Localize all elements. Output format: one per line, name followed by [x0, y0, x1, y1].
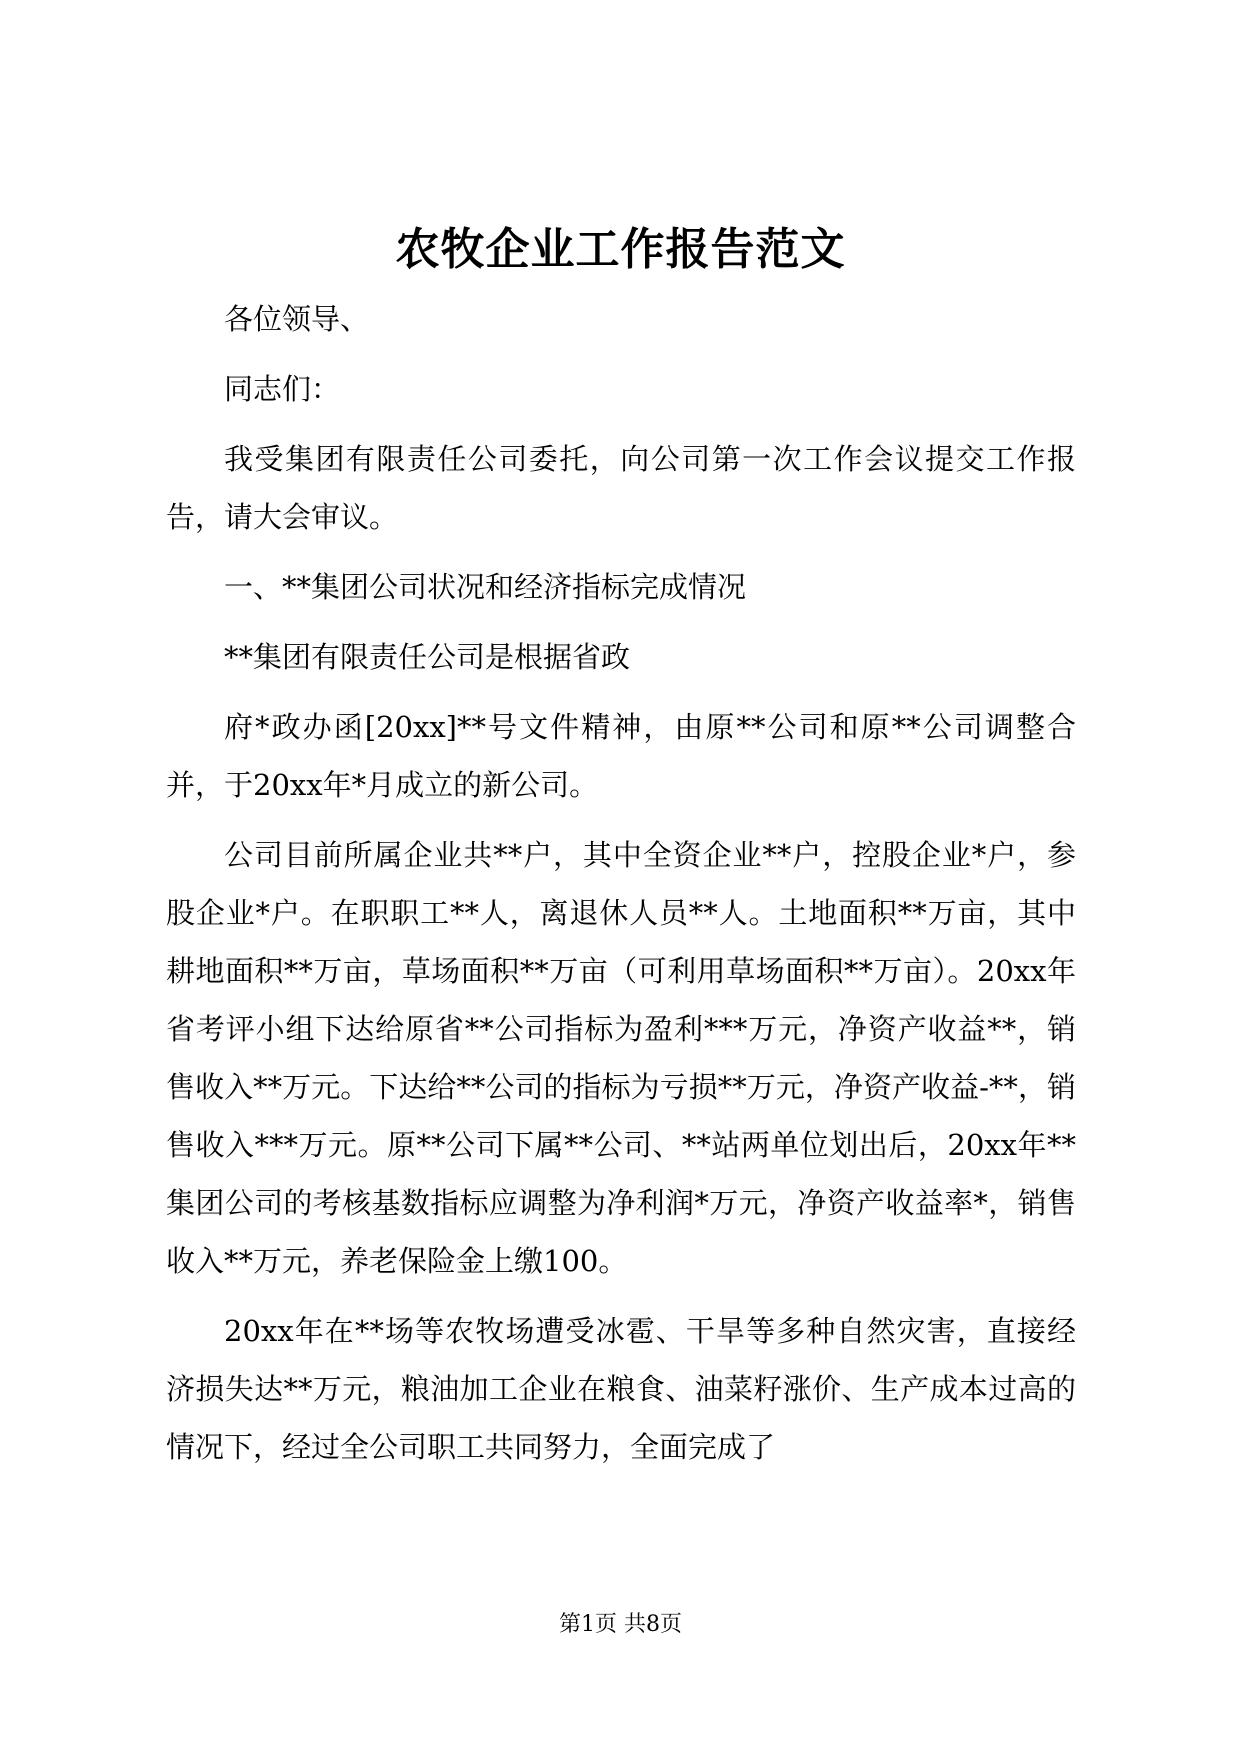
- paragraph-company-stats: 公司目前所属企业共**户，其中全资企业**户，控股企业*户，参股企业*户。在职职工**人，离退休人员**人。土地面积**万亩，其中耕地面积**万亩，草场面积**万亩（可利用草场面积**万亩）。20xx年省考评小组下达给原省**公司指标为盈利***万元，净资产收益**，销售收入**万元。下达给**公司的指标为亏损**万元，净资产收益-**，销售收入***万元。原**公司下属**公司、**站两单位划出后，20xx年**集团公司的考核基数指标应调整为净利润*万元，净资产收益率*，销售收入**万元，养老保险金上缴100。: [166, 838, 1076, 1278]
- paragraph-intro: 我受集团有限责任公司委托，向公司第一次工作会议提交工作报告，请大会审议。: [166, 442, 1076, 534]
- paragraph-disaster-report: 20xx年在**场等农牧场遭受冰雹、干旱等多种自然灾害，直接经济损失达**万元，粮油加工企业在粮食、油菜籽涨价、生产成本过高的情况下，经过全公司职工共同努力，全面完成了: [166, 1314, 1076, 1464]
- paragraph-company-origin-2: 府*政办函[20xx]**号文件精神，由原**公司和原**公司调整合并，于20xx年*月成立的新公司。: [166, 710, 1076, 802]
- page-number-footer: 第1页 共8页: [559, 1612, 682, 1637]
- document-title: 农牧企业工作报告范文: [395, 224, 846, 275]
- document-body: [166, 290, 1076, 1488]
- paragraph-company-origin-1: **集团有限责任公司是根据省政: [224, 640, 631, 674]
- paragraph-salutation-2: 同志们：: [224, 372, 341, 406]
- paragraph-salutation-1: 各位领导、: [224, 302, 370, 336]
- section-heading-1: 一、**集团公司状况和经济指标完成情况: [224, 570, 747, 604]
